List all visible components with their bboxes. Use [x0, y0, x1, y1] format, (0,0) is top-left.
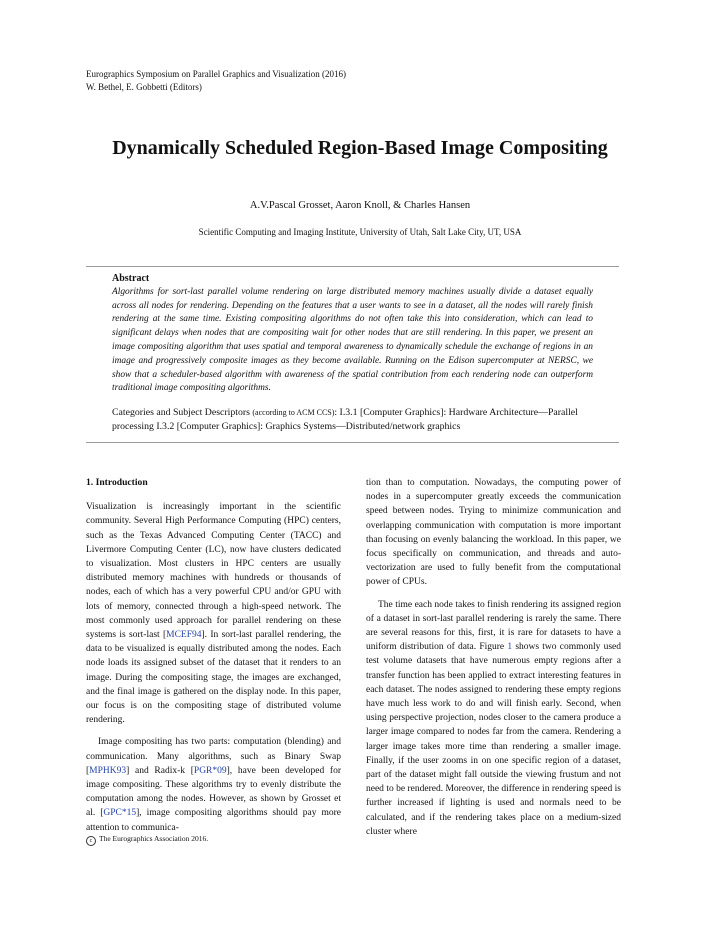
citation-link-mphk93[interactable]: MPHK93 — [89, 765, 127, 776]
citation-link-gpc15[interactable]: GPC*15 — [103, 808, 137, 819]
right-column — [366, 476, 621, 839]
left-column — [86, 476, 341, 835]
ccs-label: Categories and Subject Descriptors — [112, 407, 250, 418]
abstract-block — [112, 272, 593, 396]
intro-paragraph-4: The time each node takes to finish rendering its assigned region of a dataset in sort-last parallel rendering is rarely the same. There are several reasons for this, first, it is rare for datasets to have a uniform distribution of data. Figure 1 shows two commonly used test volume datasets that have numerous empty regions after a transfer function has been applied to extract interesting features in each dataset. The nodes assigned to rendering these empty regions have much less work to do and will finish early. Second, when using perspective projection, nodes closer to the camera produce a larger image compared to nodes far from the camera. Rendering a larger image takes more time than rendering a smaller image. Finally, if the user zooms in on one specific region of a dataset, part of the dataset might fall outside the viewing frustum and not need to be rendered. Moreover, the difference in rendering speed is further increased if lighting is used and normals need to be calculated, and if the rendering takes place on a medium-sized cluster where — [366, 599, 622, 837]
conference-header — [86, 68, 346, 94]
copyright-icon: c — [86, 836, 96, 846]
abstract-bottom-rule — [86, 442, 619, 443]
abstract-heading: Abstract — [112, 273, 150, 284]
citation-link-mcef94[interactable]: MCEF94 — [166, 630, 202, 641]
intro-paragraph-3: tion than to computation. Nowadays, the computing power of nodes in a supercomputer greatly exceeds the communication speed between nodes. Trying to minimize communication and overlapping communication with computation is more important than focusing on evenly balancing the workload. In this paper, we focus specifically on communication, and threads and auto-vectorization are used to fully benefit from the computational power of CPUs. — [366, 478, 621, 588]
abstract-text: Algorithms for sort-last parallel volume rendering on large distributed memory machines usually divide a dataset equally across all nodes for rendering. Depending on the features that a user wants to see in a dataset, all the nodes will rarely finish rendering at the same time. Existing compositing algorithms do not often take this into consideration, which can lead to significant delays when nodes that are compositing wait for other nodes that are still rendering. In this paper, we present an image compositing algorithm that uses spatial and temporal awareness to dynamically schedule the exchange of regions in an image and progressively composite images as they become available. Running on the Edison supercomputer at NERSC, we show that a scheduler-based algorithm with awareness of the spatial contribution from each rendering node can outperform traditional image compositing algorithms. — [112, 286, 593, 394]
copyright-text: The Eurographics Association 2016. — [99, 834, 209, 843]
ccs-label-note: (according to ACM CCS) — [252, 408, 335, 417]
intro-paragraph-2: Image compositing has two parts: computation (blending) and communication. Many algorithms, such as Binary Swap [MPHK93] and Radix-k [PGR*09], have been developed for image compositing. These algorithms try to evenly distribute the computation among the nodes. However, as shown by Grosset et al. [GPC*15], image compositing algorithms should pay more attention to communica- — [86, 737, 341, 833]
conference-name: Eurographics Symposium on Parallel Graphics and Visualization (2016) — [86, 69, 346, 79]
abstract-top-rule — [86, 266, 619, 267]
editors-line: W. Bethel, E. Gobbetti (Editors) — [86, 82, 202, 92]
citation-link-pgr09[interactable]: PGR*09 — [193, 765, 227, 776]
paper-title: Dynamically Scheduled Region-Based Image Compositing — [112, 137, 608, 159]
affiliation: Scientific Computing and Imaging Institute, University of Utah, Salt Lake City, UT, USA — [198, 227, 522, 237]
ccs-descriptors — [112, 406, 596, 434]
author-list: A.V.Pascal Grosset, Aaron Knoll, & Charles Hansen — [249, 200, 471, 211]
ccs-text: : I.3.1 [Computer Graphics]: Hardware Architecture—Parallel processing I.3.2 [Computer Graphics]: Graphics Systems—Distributed/network graphics — [112, 407, 578, 432]
copyright-notice — [86, 834, 208, 846]
intro-paragraph-1: Visualization is increasingly important in the scientific community. Several High Performance Computing (HPC) centers, such as the Texas Advanced Computing Center (TACC) and Livermore Computing Center (LC), now have clusters dedicated to visualization. Most clusters in HPC centers are usually distributed memory machines with hundreds or thousands of nodes, each of which has a very powerful CPU and/or GPU with lots of memory, connected through a high-speed network. The most commonly used approach for parallel rendering on these systems is sort-last [MCEF94]. In sort-last parallel rendering, the data to be visualized is equally distributed among the nodes. Each node loads its assigned subset of the dataset that it renders to an image. During the compositing stage, the images are exchanged, and the final image is gathered on the display node. In this paper, our focus is on the compositing stage of distributed volume rendering. — [86, 502, 341, 726]
section-heading: 1. Introduction — [86, 477, 148, 488]
figure-link-1[interactable]: 1 — [507, 642, 513, 653]
